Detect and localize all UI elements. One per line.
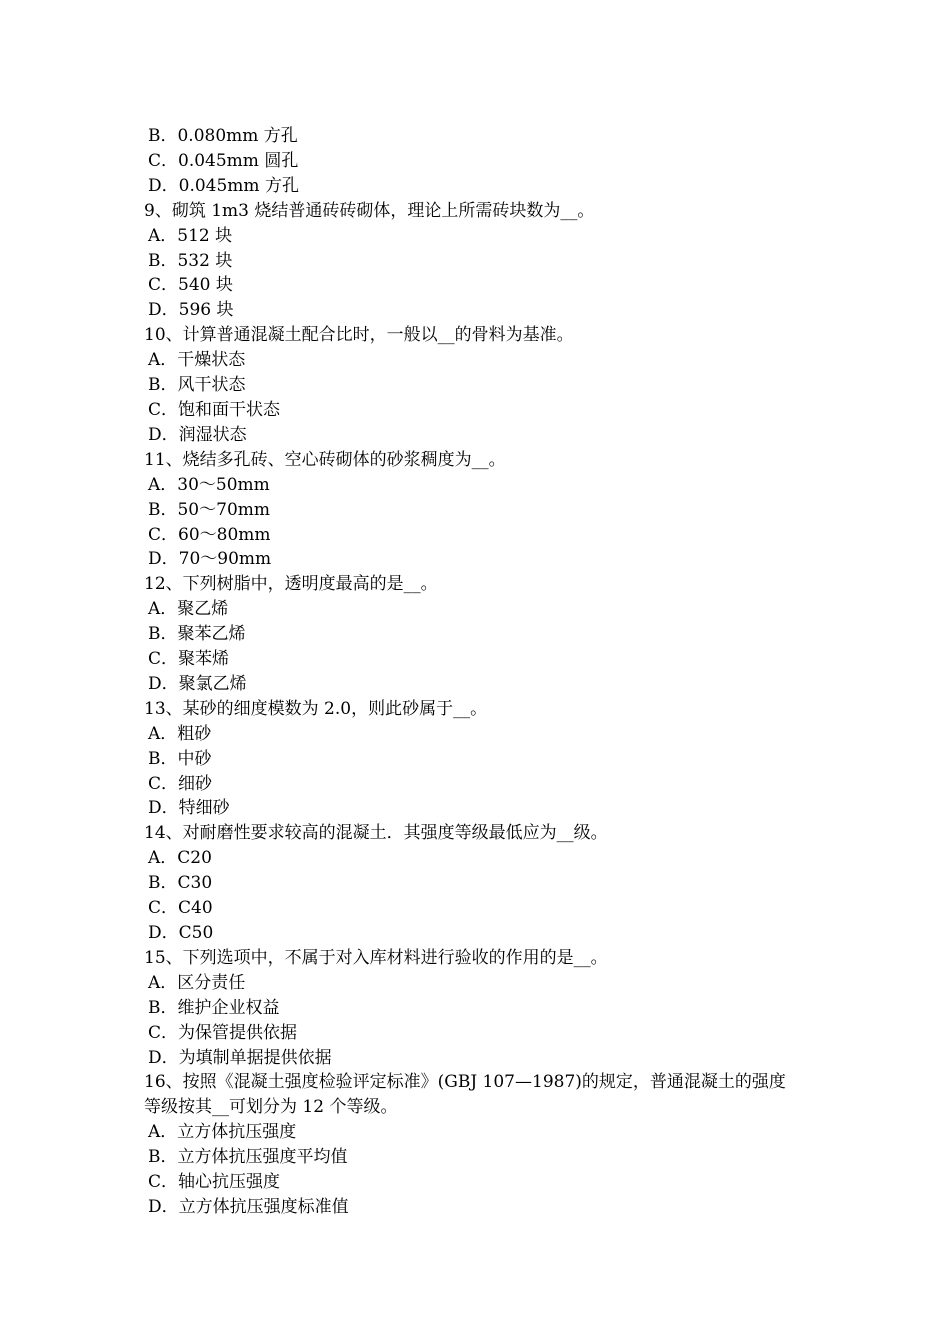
answer-option: B．中砂 bbox=[148, 748, 212, 769]
answer-option: A．聚乙烯 bbox=[148, 599, 229, 620]
answer-option: A．区分责任 bbox=[148, 972, 246, 993]
answer-option: A．C20 bbox=[148, 848, 212, 869]
question-text: 11、烧结多孔砖、空心砖砌体的砂浆稠度为__。 bbox=[144, 449, 506, 470]
answer-option: D．70～90mm bbox=[148, 549, 272, 570]
answer-option: C．60～80mm bbox=[148, 524, 271, 545]
answer-option: B．C30 bbox=[148, 873, 213, 894]
exam-questions bbox=[144, 124, 824, 1220]
question-text: 13、某砂的细度模数为 2.0，则此砂属于__。 bbox=[144, 698, 488, 719]
answer-option: A．512 块 bbox=[148, 225, 233, 246]
answer-option: D．为填制单据提供依据 bbox=[148, 1047, 332, 1068]
answer-option: D．C50 bbox=[148, 923, 214, 943]
answer-option: D．0.045mm 方孔 bbox=[148, 175, 299, 196]
question-text: 9、砌筑 1m3 烧结普通砖砖砌体，理论上所需砖块数为__。 bbox=[144, 200, 595, 221]
answer-option: D．立方体抗压强度标准值 bbox=[148, 1196, 349, 1217]
answer-option: D．聚氯乙烯 bbox=[148, 673, 247, 694]
answer-option: A．30～50mm bbox=[148, 474, 270, 495]
answer-option: C．聚苯烯 bbox=[148, 649, 230, 670]
answer-option: C．0.045mm 圆孔 bbox=[148, 150, 299, 171]
answer-option: B．风干状态 bbox=[148, 375, 246, 396]
answer-option: C．轴心抗压强度 bbox=[148, 1172, 281, 1193]
answer-option: B．维护企业权益 bbox=[148, 997, 280, 1018]
question-text: 12、下列树脂中，透明度最高的是__。 bbox=[144, 574, 438, 595]
answer-option: B．532 块 bbox=[148, 250, 233, 271]
question-text: 16、按照《混凝土强度检验评定标准》(GBJ 107—1987)的规定，普通混凝土的强度 bbox=[144, 1072, 786, 1093]
answer-option: B．立方体抗压强度平均值 bbox=[148, 1147, 348, 1168]
answer-option: D．特细砂 bbox=[148, 798, 230, 819]
answer-option: B．聚苯乙烯 bbox=[148, 624, 246, 645]
answer-option: C．540 块 bbox=[148, 275, 233, 296]
answer-option: A．立方体抗压强度 bbox=[148, 1122, 297, 1143]
question-text: 14、对耐磨性要求较高的混凝土．其强度等级最低应为__级。 bbox=[144, 823, 608, 844]
question-text: 10、计算普通混凝土配合比时，一般以__的骨料为基准。 bbox=[144, 325, 574, 346]
answer-option: C．饱和面干状态 bbox=[148, 399, 281, 420]
answer-option: C．细砂 bbox=[148, 773, 213, 794]
question-text: 等级按其__可划分为 12 个等级。 bbox=[144, 1097, 398, 1118]
answer-option: A．干燥状态 bbox=[148, 350, 246, 371]
answer-option: D．596 块 bbox=[148, 300, 234, 321]
answer-option: B．50～70mm bbox=[148, 499, 270, 520]
answer-option: A．粗砂 bbox=[148, 723, 212, 744]
answer-option: B．0.080mm 方孔 bbox=[148, 126, 298, 146]
answer-option: C．C40 bbox=[148, 898, 213, 919]
answer-option: D．润湿状态 bbox=[148, 424, 247, 445]
question-text: 15、下列选项中，不属于对入库材料进行验收的作用的是__。 bbox=[144, 947, 608, 968]
answer-option: C．为保管提供依据 bbox=[148, 1022, 298, 1043]
